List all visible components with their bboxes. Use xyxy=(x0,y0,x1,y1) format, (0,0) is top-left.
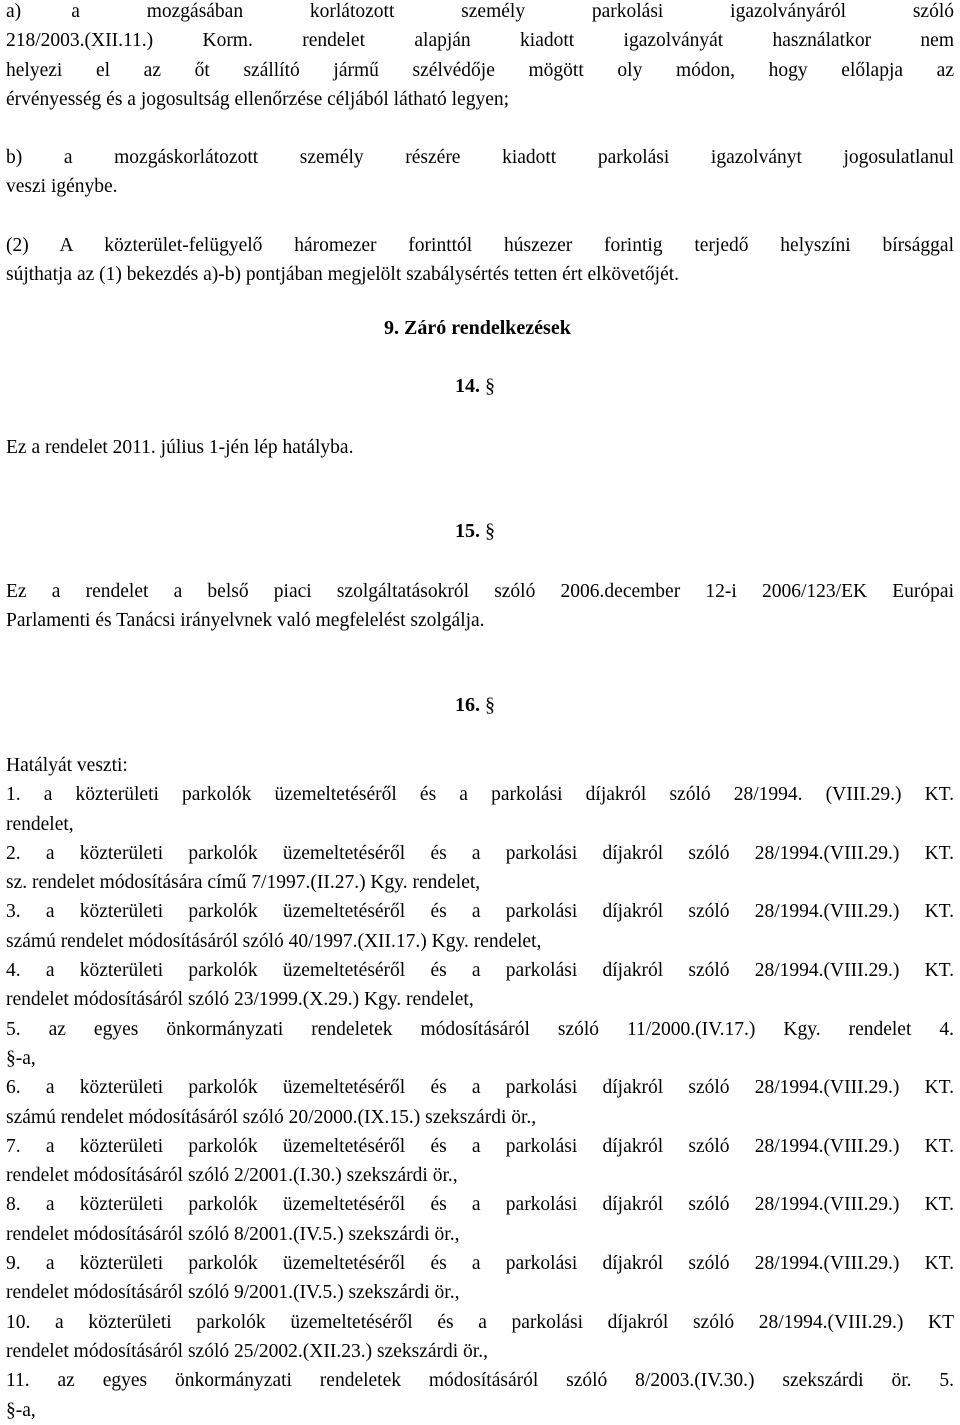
list-item-line: 7. a közterületi parkolók üzemeltetéséről és a parkolási díjakról szóló 28/1994.(VIII.29.) KT. xyxy=(6,1135,954,1157)
list-item-line: 5. az egyes önkormányzati rendeletek módosításáról szóló 11/2000.(IV.17.) Kgy. rendelet 4. xyxy=(6,1018,954,1040)
list-item-line: 11. az egyes önkormányzati rendeletek módosításáról szóló 8/2003.(IV.30.) szekszárdi ör. 5. xyxy=(6,1370,954,1392)
list-item-line: 9. a közterületi parkolók üzemeltetéséről és a parkolási díjakról szóló 28/1994.(VIII.29.) KT. xyxy=(6,1253,954,1275)
list-item-line: rendelet, xyxy=(6,813,74,835)
section-14-heading xyxy=(455,375,495,398)
text-line: Parlamenti és Tanácsi irányelvnek való megfelelést szolgálja. xyxy=(6,610,485,632)
list-item-line: §-a, xyxy=(6,1047,36,1069)
text-line: érvényesség és a jogosultság ellenőrzése céljából látható legyen; xyxy=(6,88,510,110)
section-15-text xyxy=(6,577,954,636)
text-line: helyezi el az őt szállító jármű szélvédője mögött oly módon, hogy előlapja az xyxy=(6,59,954,81)
section-sign: § xyxy=(485,694,495,716)
list-intro: Hatályát veszti: xyxy=(6,755,128,776)
text-line: sújthatja az (1) bekezdés a)-b) pontjában megjelölt szabálysértés tetten ért elkövetőjét. xyxy=(6,264,680,286)
list-item-line: rendelet módosításáról szóló 2/2001.(I.30.) szekszárdi ör., xyxy=(6,1165,458,1187)
section-16-heading xyxy=(455,694,495,717)
section-number: 14. xyxy=(455,375,480,397)
text-line: a) a mozgásában korlátozott személy parkolási igazolványáról szóló xyxy=(6,1,954,22)
section-16-list xyxy=(6,751,954,1425)
list-item-line: 1. a közterületi parkolók üzemeltetéséről és a parkolási díjakról szóló 28/1994. (VIII.29.) KT. xyxy=(6,784,954,806)
list-item-line: 2. a közterületi parkolók üzemeltetéséről és a parkolási díjakról szóló 28/1994.(VIII.29.) KT. xyxy=(6,842,954,864)
text-line: b) a mozgáskorlátozott személy részére kiadott parkolási igazolványt jogosulatlanul xyxy=(6,147,954,168)
list-item-line: számú rendelet módosításáról szóló 40/1997.(XII.17.) Kgy. rendelet, xyxy=(6,930,542,952)
item-b-paragraph xyxy=(6,143,954,202)
list-item-line: rendelet módosításáról szóló 9/2001.(IV.5.) szekszárdi ör., xyxy=(6,1282,460,1304)
paragraph-2 xyxy=(6,231,954,290)
list-item-line: 4. a közterületi parkolók üzemeltetéséről és a parkolási díjakról szóló 28/1994.(VIII.29.) KT. xyxy=(6,960,954,982)
section-number: 15. xyxy=(455,520,480,542)
list-item-line: rendelet módosításáról szóló 25/2002.(XII.23.) szekszárdi ör., xyxy=(6,1340,488,1362)
text-line: (2) A közterület-felügyelő háromezer forinttól húszezer forintig terjedő helyszíni bírsággal xyxy=(6,235,954,256)
section-15-heading xyxy=(455,520,495,543)
section-sign: § xyxy=(485,375,495,397)
text-line: Ez a rendelet 2011. július 1-jén lép hatályba. xyxy=(6,437,354,458)
list-item-line: §-a, xyxy=(6,1399,36,1421)
text-line: 218/2003.(XII.11.) Korm. rendelet alapján kiadott igazolványát használatkor nem xyxy=(6,30,954,52)
item-a-paragraph xyxy=(6,0,954,114)
text-line: Ez a rendelet a belső piaci szolgáltatásokról szóló 2006.december 12-i 2006/123/EK Európai xyxy=(6,581,954,602)
list-item-line: sz. rendelet módosítására című 7/1997.(II.27.) Kgy. rendelet, xyxy=(6,872,481,894)
section-number: 16. xyxy=(455,694,480,716)
chapter-heading: 9. Záró rendelkezések xyxy=(384,317,571,339)
list-item-line: 6. a közterületi parkolók üzemeltetéséről és a parkolási díjakról szóló 28/1994.(VIII.29.) KT. xyxy=(6,1077,954,1099)
list-item-line: 3. a közterületi parkolók üzemeltetéséről és a parkolási díjakról szóló 28/1994.(VIII.29.) KT. xyxy=(6,901,954,923)
list-item-line: 8. a közterületi parkolók üzemeltetéséről és a parkolási díjakról szóló 28/1994.(VIII.29.) KT. xyxy=(6,1194,954,1216)
list-item-line: rendelet módosításáról szóló 8/2001.(IV.5.) szekszárdi ör., xyxy=(6,1223,460,1245)
list-item-line: 10. a közterületi parkolók üzemeltetéséről és a parkolási díjakról szóló 28/1994.(VIII.29.) KT xyxy=(6,1311,954,1333)
section-14-text xyxy=(6,433,954,462)
list-item-line: számú rendelet módosításáról szóló 20/2000.(IX.15.) szekszárdi ör., xyxy=(6,1106,537,1128)
list-item-line: rendelet módosításáról szóló 23/1999.(X.29.) Kgy. rendelet, xyxy=(6,989,474,1011)
section-sign: § xyxy=(485,520,495,542)
text-line: veszi igénybe. xyxy=(6,176,118,198)
